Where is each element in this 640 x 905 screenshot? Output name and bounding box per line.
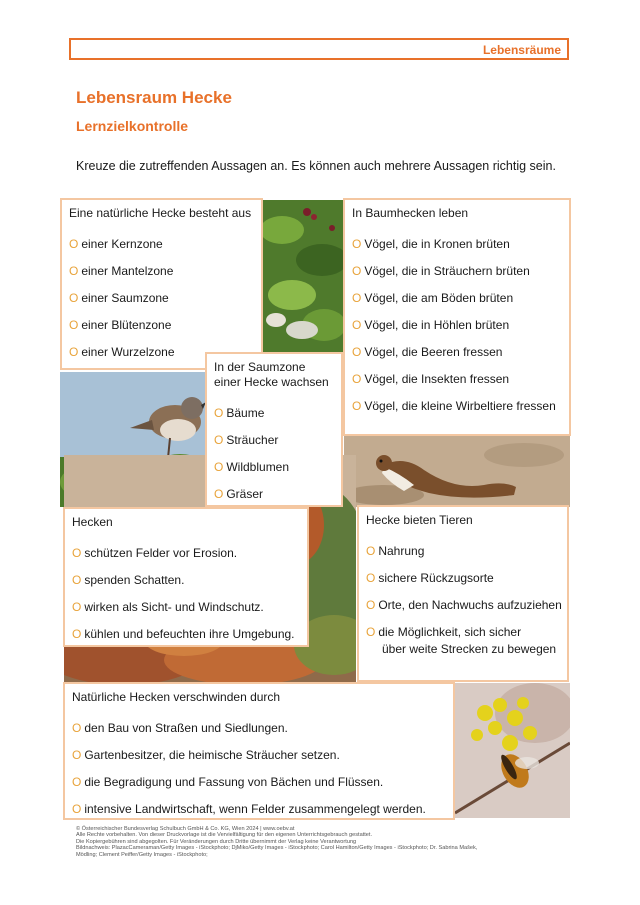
question-box-hedges [63,507,309,647]
question-heading: Hecke bieten Tieren [366,513,473,527]
checkbox-circle[interactable]: O [69,318,79,332]
answer-label: einer Kernzone [81,237,163,251]
answer-label: Vögel, die in Höhlen brüten [364,318,510,332]
answer-option[interactable] [72,721,288,735]
question-box-fringe-zone [205,352,343,507]
answer-label: die Begradigung und Fassung von Bächen und Flüssen. [84,775,384,789]
answer-label: einer Blütenzone [81,318,172,332]
answer-option[interactable] [214,460,289,474]
checkbox-circle[interactable]: O [352,237,362,251]
answer-option[interactable] [214,433,278,447]
checkbox-circle[interactable]: O [366,625,376,639]
answer-option[interactable] [352,264,530,278]
answer-continuation: über weite Strecken zu bewegen [382,642,557,656]
answer-option[interactable] [72,627,295,641]
page-title: Lebensraum Hecke [76,88,232,107]
answer-label: Sträucher [226,433,279,447]
answer-option[interactable] [366,544,424,558]
question-heading: In Baumhecken leben [352,206,469,220]
answer-label: die Möglichkeit, sich sicher [378,625,522,639]
answer-label: den Bau von Straßen und Siedlungen. [84,721,288,735]
hedge-plants-photo [262,200,346,352]
answer-option[interactable] [69,237,163,251]
answer-label: einer Wurzelzone [81,345,175,359]
answer-option[interactable] [366,598,562,612]
answer-label: Vögel, die in Sträuchern brüten [364,264,530,278]
answer-label: wirken als Sicht- und Windschutz. [84,600,264,614]
checkbox-circle[interactable]: O [72,627,82,641]
checkbox-circle[interactable]: O [69,291,79,305]
page-subtitle: Lernzielkontrolle [76,118,189,134]
footer-line: Die Kopiergebühren sind abgegolten. Für Veränderungen durch Dritte übernimmt der Verlag keine Verantwortung [76,838,357,845]
question-heading: Natürliche Hecken verschwinden durch [72,690,281,704]
checkbox-circle[interactable]: O [72,546,82,560]
answer-option[interactable] [72,546,237,560]
answer-option[interactable] [72,573,184,587]
checkbox-circle[interactable]: O [72,573,82,587]
answer-option[interactable] [366,625,521,639]
checkbox-circle[interactable]: O [214,487,224,501]
answer-option[interactable] [352,318,509,332]
footer-line: © Österreichischer Bundesverlag Schulbuch GmbH & Co. KG, Wien 2024 | www.oebv.at [76,826,295,832]
answer-option[interactable] [69,291,169,305]
answer-label: einer Saumzone [81,291,169,305]
answer-label: kühlen und befeuchten ihre Umgebung. [84,627,295,641]
answer-option[interactable] [214,487,263,501]
section-label: Lebensräume [482,43,561,57]
question-heading-line2: einer Hecke wachsen [214,375,329,389]
checkbox-circle[interactable]: O [72,600,82,614]
checkbox-circle[interactable]: O [214,433,224,447]
question-heading: Eine natürliche Hecke besteht aus [69,206,252,220]
checkbox-circle[interactable]: O [214,406,224,420]
bee-flower-photo [455,683,570,818]
header-bar [69,38,569,60]
answer-label: Vögel, die am Böden brüten [364,291,514,305]
question-heading: Hecken [72,515,113,529]
answer-label: Orte, den Nachwuchs aufzuziehen [378,598,562,612]
checkbox-circle[interactable]: O [352,372,362,386]
checkbox-circle[interactable]: O [69,237,79,251]
answer-label: einer Mantelzone [81,264,174,278]
answer-label: Vögel, die Beeren fressen [364,345,503,359]
checkbox-circle[interactable]: O [352,291,362,305]
answer-option[interactable] [352,372,509,386]
answer-label: Vögel, die kleine Wirbeltiere fressen [364,399,556,413]
answer-option[interactable] [69,345,175,359]
question-box-hedge-loss [63,682,455,820]
answer-label: Gartenbesitzer, die heimische Sträucher setzen. [84,748,340,762]
answer-option[interactable] [72,600,264,614]
answer-label: Gräser [226,487,264,501]
checkbox-circle[interactable]: O [352,318,362,332]
answer-label: spenden Schatten. [84,573,185,587]
answer-option[interactable] [366,571,494,585]
answer-option[interactable] [352,345,502,359]
answer-option[interactable] [352,399,556,413]
answer-label: Bäume [226,406,265,420]
answer-option[interactable] [69,264,173,278]
answer-option[interactable] [72,748,340,762]
footer-line: Mödling; Clement Peiffer/Getty Images - iStockphoto; [76,851,208,858]
answer-label: schützen Felder vor Erosion. [84,546,238,560]
footer-line: Bildnachweis: PlazacCameraman/Getty Images - iStockphoto; DjMiko/Getty Images - iStockphoto; Carol Hamilton/Getty Images - iStockphoto; Dr. Sabrina Mašek, [76,845,478,852]
copyright-footer [76,826,576,858]
answer-option[interactable] [352,291,513,305]
answer-label: Vögel, die Insekten fressen [364,372,510,386]
answer-option[interactable] [72,802,426,816]
checkbox-circle[interactable]: O [366,571,376,585]
instruction-text: Kreuze die zutreffenden Aussagen an. Es können auch mehrere Aussagen richtig sein. [76,159,556,173]
checkbox-circle[interactable]: O [366,598,376,612]
answer-label: Vögel, die in Kronen brüten [364,237,510,251]
question-box-animal-benefits [357,505,569,682]
question-heading-line1: In der Saumzone [214,360,306,374]
checkbox-circle[interactable]: O [352,399,362,413]
answer-option[interactable] [214,406,264,420]
question-box-hedge-zones [60,198,263,370]
answer-option[interactable] [72,775,383,789]
answer-label: Nahrung [378,544,425,558]
checkbox-circle[interactable]: O [69,345,79,359]
checkbox-circle[interactable]: O [352,345,362,359]
answer-label: sichere Rückzugsorte [378,571,494,585]
checkbox-circle[interactable]: O [72,775,82,789]
checkbox-circle[interactable]: O [72,748,82,762]
checkbox-circle[interactable]: O [72,802,82,816]
answer-label: Wildblumen [226,460,290,474]
weasel-photo [344,435,570,507]
checkbox-circle[interactable]: O [72,721,82,735]
footer-line: Alle Rechte vorbehalten. Von dieser Druckvorlage ist die Vervielfältigung für den eigenen Unterrichtsgebrauch gestattet. [76,832,373,839]
answer-option[interactable] [69,318,171,332]
checkbox-circle[interactable]: O [352,264,362,278]
answer-option[interactable] [352,237,510,251]
checkbox-circle[interactable]: O [69,264,79,278]
checkbox-circle[interactable]: O [214,460,224,474]
answer-label: intensive Landwirtschaft, wenn Felder zusammengelegt werden. [84,802,426,816]
question-box-tree-hedges [343,198,571,436]
checkbox-circle[interactable]: O [366,544,376,558]
